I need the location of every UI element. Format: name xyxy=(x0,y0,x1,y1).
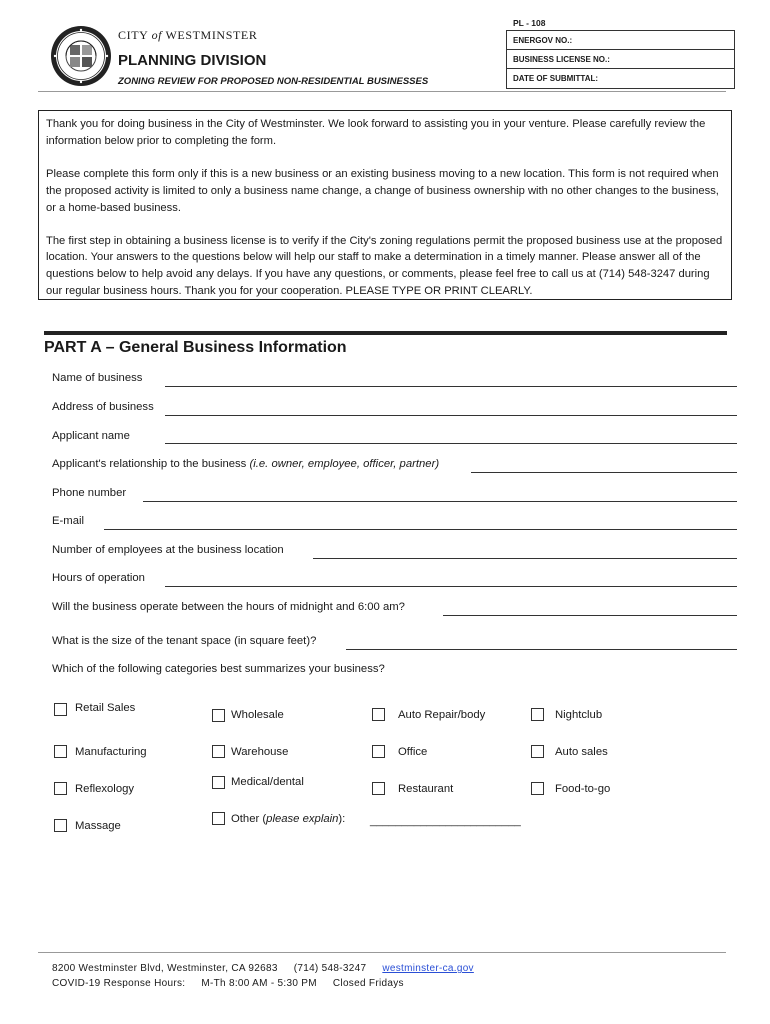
footer-contact xyxy=(52,963,474,974)
form-code: PL - 108 xyxy=(513,18,546,28)
other-hint: please explain xyxy=(266,813,339,825)
food-to-go-checkbox[interactable] xyxy=(531,782,544,795)
applicant-name-input[interactable] xyxy=(165,443,737,444)
warehouse-checkbox[interactable] xyxy=(212,745,225,758)
other-checkbox[interactable] xyxy=(212,812,225,825)
reflexology-label: Reflexology xyxy=(75,783,135,795)
food-to-go-label: Food-to-go xyxy=(555,783,611,795)
footer-address: 8200 Westminster Blvd, Westminster, CA 92683 xyxy=(52,963,278,974)
manufacturing-label: Manufacturing xyxy=(75,746,147,758)
reflexology-checkbox[interactable] xyxy=(54,782,67,795)
hours-label: Hours of operation xyxy=(52,572,145,584)
office-hours: M-Th 8:00 AM - 5:30 PM xyxy=(201,978,317,989)
wholesale-label: Wholesale xyxy=(231,709,284,721)
office-label: Office xyxy=(398,746,428,758)
email-label: E-mail xyxy=(52,515,85,527)
energov-no-field[interactable]: ENERGOV NO.: xyxy=(507,31,734,50)
medical-dental-label: Medical/dental xyxy=(231,776,304,788)
employees-input[interactable] xyxy=(313,558,737,559)
office-use-box xyxy=(506,30,735,89)
nightclub-label: Nightclub xyxy=(555,709,603,721)
section-title: PART A – General Business Information xyxy=(44,339,347,356)
footer-phone: (714) 548-3247 xyxy=(293,963,367,974)
business-name-label: Name of business xyxy=(52,372,143,384)
midnight-label: Will the business operate between the hours of midnight and 6:00 am? xyxy=(52,601,405,613)
phone-input[interactable] xyxy=(143,501,737,502)
other-explain-input[interactable]: ________________________ xyxy=(370,815,521,827)
business-name-input[interactable] xyxy=(165,386,737,387)
midnight-input[interactable] xyxy=(443,615,737,616)
auto-repair-checkbox[interactable] xyxy=(372,708,385,721)
categories-question: Which of the following categories best summarizes your business? xyxy=(52,663,385,675)
other-label: Other (please explain): xyxy=(231,813,346,825)
employees-label: Number of employees at the business location xyxy=(52,544,284,556)
covid-hours-label: COVID-19 Response Hours: xyxy=(52,978,186,989)
section-divider xyxy=(44,331,727,335)
intro-box xyxy=(38,110,732,300)
medical-dental-checkbox[interactable] xyxy=(212,776,225,789)
footer-hours xyxy=(52,978,404,989)
email-input[interactable] xyxy=(104,529,737,530)
tenant-size-input[interactable] xyxy=(346,649,737,650)
retail-sales-label: Retail Sales xyxy=(75,702,136,714)
restaurant-checkbox[interactable] xyxy=(372,782,385,795)
city-seal-logo xyxy=(50,25,112,87)
manufacturing-checkbox[interactable] xyxy=(54,745,67,758)
intro-paragraph: The first step in obtaining a business license is to verify if the City's zoning regulations permit the proposed business use at the proposed location. Your answers to the questions below will help our staff to make a determination in a timely manner. Please answer all of the questions below to help avoid any delays. If you have any questions, or comments, please feel free to call us at (714) 548-3247 during our regular business hours. Thank you for your cooperation. PLEASE TYPE OR PRINT CLEARLY. xyxy=(46,234,723,298)
relationship-hint: (i.e. owner, employee, officer, partner) xyxy=(249,458,440,470)
business-address-input[interactable] xyxy=(165,415,737,416)
auto-sales-checkbox[interactable] xyxy=(531,745,544,758)
city-name: CITY of WESTMINSTER xyxy=(118,28,258,42)
massage-checkbox[interactable] xyxy=(54,819,67,832)
warehouse-label: Warehouse xyxy=(231,746,289,758)
closed-days: Closed Fridays xyxy=(332,978,404,989)
header-divider xyxy=(38,91,726,92)
intro-paragraph: Please complete this form only if this is a new business or an existing business moving to a new location. This form is not required when the proposed activity is limited to only a business name change, a change of business ownership with no other changes to the business, or a home-based business. xyxy=(46,167,719,214)
applicant-name-label: Applicant name xyxy=(52,430,130,442)
business-license-no-field[interactable]: BUSINESS LICENSE NO.: xyxy=(507,50,734,69)
office-checkbox[interactable] xyxy=(372,745,385,758)
intro-paragraph: Thank you for doing business in the City of Westminster. We look forward to assisting you in your venture. Please carefully review the information below prior to completing the form. xyxy=(46,118,706,147)
auto-repair-label: Auto Repair/body xyxy=(398,709,486,721)
tenant-size-label: What is the size of the tenant space (in square feet)? xyxy=(52,635,317,647)
relationship-label: Applicant's relationship to the business (i.e. owner, employee, officer, partner) xyxy=(52,458,440,470)
hours-input[interactable] xyxy=(165,586,737,587)
wholesale-checkbox[interactable] xyxy=(212,709,225,722)
footer-divider xyxy=(38,952,726,953)
phone-label: Phone number xyxy=(52,487,127,499)
retail-sales-checkbox[interactable] xyxy=(54,703,67,716)
form-subtitle: ZONING REVIEW FOR PROPOSED NON-RESIDENTIAL BUSINESSES xyxy=(118,76,429,87)
date-of-submittal-field[interactable]: DATE OF SUBMITTAL: xyxy=(513,74,599,83)
relationship-input[interactable] xyxy=(471,472,737,473)
auto-sales-label: Auto sales xyxy=(555,746,608,758)
massage-label: Massage xyxy=(75,820,121,832)
nightclub-checkbox[interactable] xyxy=(531,708,544,721)
business-address-label: Address of business xyxy=(52,401,154,413)
website-link[interactable]: westminster-ca.gov xyxy=(382,963,474,974)
division-title: PLANNING DIVISION xyxy=(118,52,267,69)
restaurant-label: Restaurant xyxy=(398,783,454,795)
